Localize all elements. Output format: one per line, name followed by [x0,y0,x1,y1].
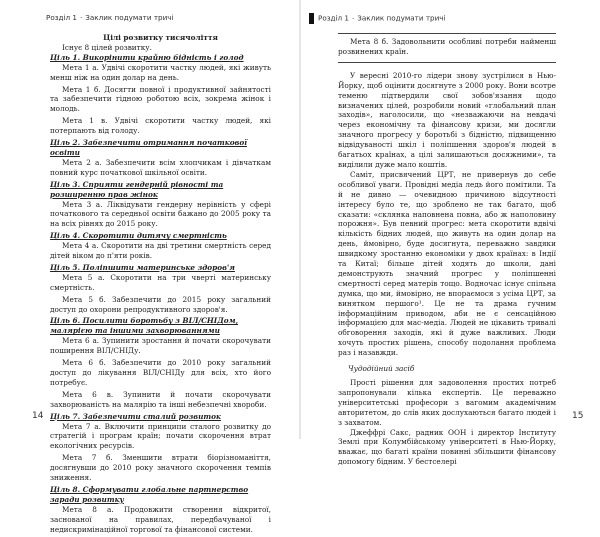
meta-7a: Мета 7 а. Включити принципи сталого розвитку до стратегій і програм країн; почати скорочення втрат екологічних ресурсів. [50,421,271,451]
goal-8-title: Ціль 8. Сформувати глобальне партнерство заради розвитку [50,484,249,504]
meta-4a: Мета 4 а. Скоротити на дві третини смертність серед дітей віком до п'яти років. [50,241,271,261]
meta-1a: Мета 1 а. Удвічі скоротити частку людей, які живуть менш ніж на один долар на день. [50,62,271,82]
meta-8b: Мета 8 б. Задовольнити особливі потреби найменш розвинених країн. [338,37,556,56]
left-page [0,0,300,534]
mdg-box-continuation [338,33,556,63]
page-number-right: 15 [572,411,584,421]
chapter-title: Заклик подумати тричі [357,13,446,23]
goal-5-title: Ціль 5. Поліпшити материнське здоров'я [50,262,235,272]
meta-3a: Мета 3 а. Ліквідувати гендерну нерівність у сфері початкового та середньої освіти бажано до 2005 року та на всіх рівнях до 2015 року. [50,199,271,229]
separator: · [79,13,83,22]
meta-6a: Мета 6 а. Зупинити зростання й почати скорочувати поширення ВІЛ/СНІДу. [50,336,271,356]
paragraph-1: У вересні 2010-го лідери знову зустрілися в Нью-Йорку, щоб оцінити досягнуте з 2000 року. Вони всотре теменю підтвердили свої зобов'язання щодо визначених цілей, розробили новий «глобальний план заходів», наголосили, що «незважаючи на невдачі через економічну та фінансову кризи, ми досягли значного прогресу у боротьбі з бідністю, підвищенню відвідуваності шкіл і поліпшення здоров'я людей в багатьох країнах, а цілі залишаються досяжними», та виділили дуже мало коштів. [338,70,556,169]
meta-6b: Мета 6 б. Забезпечити до 2010 року загальний доступ до лікування ВІЛ/СНІДу для всіх, хто його потребує. [50,358,271,387]
goal-7-title: Ціль 7. Забезпечити сталий розвиток [50,411,221,421]
goal-1-title: Ціль 1. Викорінити крайню бідність і голод [50,52,244,62]
meta-6c: Мета 6 в. Зупинити й почати скорочувати захворюваність на малярію та інші небезпечні хвороби. [50,389,271,409]
goal-2-title: Ціль 2. Забезпечити отримання початкової освіти [50,138,247,157]
separator: · [351,13,355,23]
goal-3-title: Ціль 3. Сприяти гендерній рівності та розширенню прав жінок [50,179,224,199]
meta-5b: Мета 5 б. Забезпечити до 2015 року загальний доступ до охорони репродуктивного здоров'я. [50,294,271,314]
chapter-label: Розділ 1 [46,13,77,22]
paragraph-4: Джеффрі Сакс, радник ООН і директор Інституту Землі при Колумбійському університеті в Нью-Йорку, вважає, що багаті країни повинні збільшити фінансову допомогу бідним. У бестселері [338,427,556,467]
goal-4-title: Ціль 4. Скоротити дитячу смертність [50,231,227,241]
meta-7b: Мета 7 б. Зменшити втрати біорізноманіття, досягнувши до 2010 року значного скорочення темпів зниження. [50,453,271,483]
section-title: Чудодійний засіб [348,364,415,374]
page-number-left: 14 [32,411,44,421]
left-running-head [46,13,173,25]
intro-text: Існує 8 цілей розвитку. [62,42,152,52]
chapter-title: Заклик подумати тричі [85,13,174,22]
chapter-marker-bar [309,13,314,24]
chapter-label: Розділ 1 [318,13,349,23]
meta-1c: Мета 1 в. Удвічі скоротити частку людей, які потерпають від голоду. [50,116,271,136]
meta-1b: Мета 1 б. Досягти повної і продуктивної зайнятості та забезпечити гідною роботою всіх, зокрема жінок і молодь. [50,84,271,114]
right-running-head [309,13,445,25]
right-page [300,0,600,467]
block-title: Цілі розвитку тисячоліття [103,33,218,42]
paragraph-2: Саміт, присвячений ЦРТ, не привернув до себе особливої уваги. Провідні медіа ледь його помітили. Та й не дивно — очевидною причиною відсутності інтересу було те, що зроблено не так багато, щоб сказати: «склянка наповнена повна, або ж наполовину порожня». Був певний прогрес: мета скоротити вдвічі кількість бідних людей, що живуть на один долар на день, ймовірно, буде досягнута, переважно завдяки швидкому зростанню економіки у двох країнах: в Індії та Китаї; більше дітей ходять до школи, дані демонструють значний прогрес у поліпшенні смертності серед матерів тощо. Водночас існує спільна думка, що ми, ймовірно, не впораємося з усіма ЦРТ, за винятком першого¹. Це не та драма гучним інформаційним приводом, аби не є сенсаційною інформацією для мас-медіа. Людей не цікавить тривалі обговорення заходів, які й дуже важливих. Люди хочуть простих рішень, способу подолання проблема раз і назавжди. [338,169,556,358]
paragraph-3: Прості рішення для задоволення простих потреб запропонували кілька експертів. Це переважно університетські професори з вагомим академічним авторитетом, до слів яких дослухаються багато людей і з захватом. [338,378,556,427]
goal-6-title: Ціль 6. Посилити боротьбу з ВІЛ/СНІДом, малярією та іншими захворюваннями [50,316,239,336]
right-content [338,33,556,467]
meta-2a: Мета 2 а. Забезпечити всім хлопчикам і дівчаткам повний курс початкової шкільної освіти. [50,157,271,177]
meta-5a: Мета 5 а. Скоротити на три чверті материнську смертність. [50,272,271,292]
mdg-box [50,33,271,537]
meta-8a: Мета 8 а. Продовжити створення відкритої, заснованої на правилах, передбачуваної і недискримінаційної торгової та фінансової системи. [50,504,271,534]
